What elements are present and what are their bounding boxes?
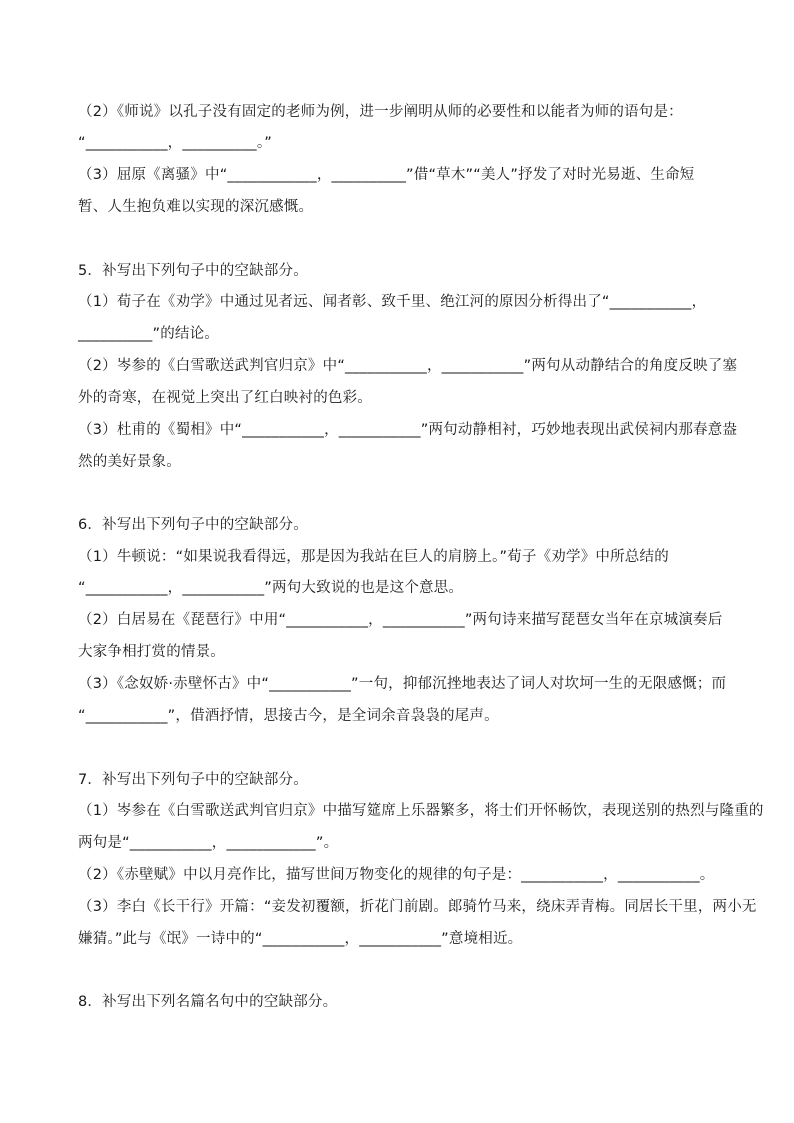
- text-line: （3）杜甫的《蜀相》中“___________，___________”两句动静相衬，巧妙地表现出武侯祠内那春意盎: [78, 422, 738, 438]
- text-line: “___________，___________”两句大致说的也是这个意思。: [78, 580, 464, 596]
- question-heading: 5．补写出下列句子中的空缺部分。: [78, 263, 308, 279]
- text-line: （3）李白《长干行》开篇：“妾发初覆额，折花门前剧。郎骑竹马来，绕床弄青梅。同居长干里，两小无: [78, 899, 757, 915]
- text-line: 嫌猜。”此与《氓》一诗中的“___________，___________”意境相近。: [78, 931, 523, 947]
- text-line: 大家争相打赏的情景。: [78, 644, 225, 660]
- text-line: 两句是“___________，____________”。: [78, 835, 339, 851]
- text-line: “___________，__________。”: [78, 135, 273, 151]
- text-line: （1）荀子在《劝学》中通过见者远、闻者彰、致千里、绝江河的原因分析得出了“___________，: [78, 294, 707, 310]
- text-line: 暂、人生抱负难以实现的深沉感慨。: [78, 199, 314, 215]
- text-line: （2）岑参的《白雪歌送武判官归京》中“___________，___________”两句从动静结合的角度反映了塞: [78, 358, 738, 374]
- text-line: 外的奇寒，在视觉上突出了红白映衬的色彩。: [78, 390, 372, 406]
- text-line: （3）屈原《离骚》中“____________，__________”借“草木”“美人”抒发了对时光易逝、生命短: [78, 167, 695, 183]
- text-line: （2）《赤壁赋》中以月亮作比，描写世间万物变化的规律的句子是：___________，___________。: [78, 867, 715, 883]
- text-line: 然的美好景象。: [78, 454, 181, 470]
- question-heading: 6．补写出下列句子中的空缺部分。: [78, 517, 308, 533]
- question-heading: 7．补写出下列句子中的空缺部分。: [78, 772, 308, 788]
- text-line: （2）白居易在《琵琶行》中用“___________，___________”两句诗来描写琵琶女当年在京城演奏后: [78, 612, 723, 628]
- text-line: （3）《念奴娇·赤壁怀古》中“___________”一句，抑郁沉挫地表达了词人对坎坷一生的无限感慨；而: [78, 676, 727, 692]
- text-line: __________”的结论。: [78, 326, 220, 342]
- question-heading: 8．补写出下列名篇名句中的空缺部分。: [78, 994, 338, 1010]
- text-line: （2）《师说》以孔子没有固定的老师为例，进一步阐明从师的必要性和以能者为师的语句是：: [78, 104, 683, 120]
- text-line: （1）牛顿说：“如果说我看得远，那是因为我站在巨人的肩膀上。”荀子《劝学》中所总结的: [78, 549, 669, 565]
- text-line: “___________”，借酒抒情，思接古今，是全词余音袅袅的尾声。: [78, 708, 499, 724]
- text-line: （1）岑参在《白雪歌送武判官归京》中描写筵席上乐器繁多，将士们开怀畅饮，表现送别的热烈与隆重的: [78, 803, 764, 819]
